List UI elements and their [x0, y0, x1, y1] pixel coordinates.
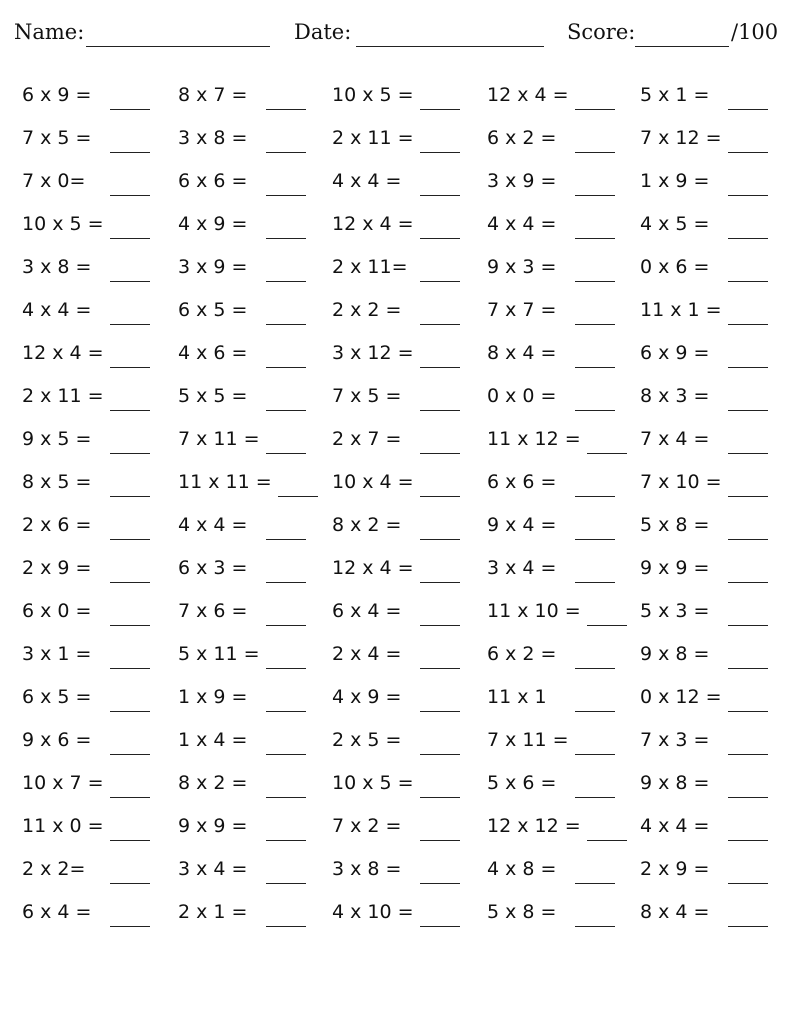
answer-blank[interactable]: [587, 453, 627, 454]
problem-text: 8 x 2 =: [332, 514, 402, 536]
answer-blank[interactable]: [266, 883, 306, 884]
answer-blank[interactable]: [266, 840, 306, 841]
problem-text: 12 x 4 =: [22, 342, 104, 364]
date-field[interactable]: [356, 46, 544, 47]
answer-blank[interactable]: [728, 625, 768, 626]
problem-text: 7 x 2 =: [332, 815, 402, 837]
problem-text: 7 x 0=: [22, 170, 86, 192]
answer-blank[interactable]: [420, 152, 460, 153]
answer-blank[interactable]: [110, 711, 150, 712]
answer-blank[interactable]: [110, 324, 150, 325]
problem-text: 8 x 7 =: [178, 84, 248, 106]
name-field[interactable]: [86, 46, 270, 47]
problem-text: 8 x 3 =: [640, 385, 710, 407]
answer-blank[interactable]: [266, 797, 306, 798]
problem-text: 8 x 4 =: [640, 901, 710, 923]
problem-text: 7 x 4 =: [640, 428, 710, 450]
answer-blank[interactable]: [110, 367, 150, 368]
problem-text: 1 x 4 =: [178, 729, 248, 751]
answer-blank[interactable]: [587, 840, 627, 841]
problem-text: 8 x 2 =: [178, 772, 248, 794]
problem-text: 4 x 9 =: [178, 213, 248, 235]
problem-text: 6 x 2 =: [487, 127, 557, 149]
problem-text: 11 x 11 =: [178, 471, 272, 493]
answer-blank[interactable]: [266, 238, 306, 239]
answer-blank[interactable]: [266, 582, 306, 583]
answer-blank[interactable]: [266, 109, 306, 110]
answer-blank[interactable]: [575, 539, 615, 540]
problem-text: 6 x 6 =: [178, 170, 248, 192]
answer-blank[interactable]: [420, 926, 460, 927]
problem-text: 6 x 2 =: [487, 643, 557, 665]
answer-blank[interactable]: [420, 582, 460, 583]
problem-text: 8 x 4 =: [487, 342, 557, 364]
answer-blank[interactable]: [266, 539, 306, 540]
answer-blank[interactable]: [420, 496, 460, 497]
problem-text: 12 x 4 =: [332, 557, 414, 579]
problem-text: 10 x 5 =: [22, 213, 104, 235]
score-total: /100: [731, 20, 779, 44]
answer-blank[interactable]: [110, 238, 150, 239]
answer-blank[interactable]: [110, 195, 150, 196]
problem-text: 3 x 4 =: [178, 858, 248, 880]
answer-blank[interactable]: [728, 496, 768, 497]
problem-text: 4 x 4 =: [178, 514, 248, 536]
problem-text: 2 x 11 =: [22, 385, 104, 407]
problem-text: 3 x 9 =: [487, 170, 557, 192]
answer-blank[interactable]: [728, 410, 768, 411]
answer-blank[interactable]: [575, 410, 615, 411]
answer-blank[interactable]: [266, 668, 306, 669]
answer-blank[interactable]: [110, 582, 150, 583]
problem-text: 11 x 12 =: [487, 428, 581, 450]
answer-blank[interactable]: [110, 625, 150, 626]
problem-text: 6 x 9 =: [640, 342, 710, 364]
answer-blank[interactable]: [266, 711, 306, 712]
answer-blank[interactable]: [420, 625, 460, 626]
answer-blank[interactable]: [728, 152, 768, 153]
problem-text: 4 x 9 =: [332, 686, 402, 708]
problem-text: 5 x 6 =: [487, 772, 557, 794]
problem-text: 6 x 4 =: [22, 901, 92, 923]
problem-text: 2 x 2=: [22, 858, 86, 880]
answer-blank[interactable]: [728, 668, 768, 669]
answer-blank[interactable]: [110, 109, 150, 110]
problem-text: 7 x 3 =: [640, 729, 710, 751]
answer-blank[interactable]: [728, 711, 768, 712]
problem-text: 5 x 3 =: [640, 600, 710, 622]
problem-text: 4 x 8 =: [487, 858, 557, 880]
problem-text: 11 x 0 =: [22, 815, 104, 837]
answer-blank[interactable]: [420, 410, 460, 411]
problem-text: 12 x 4 =: [487, 84, 569, 106]
problem-text: 6 x 5 =: [22, 686, 92, 708]
problem-text: 10 x 5 =: [332, 772, 414, 794]
answer-blank[interactable]: [575, 711, 615, 712]
problem-text: 11 x 1: [487, 686, 547, 708]
problem-text: 3 x 8 =: [332, 858, 402, 880]
problem-text: 11 x 1 =: [640, 299, 722, 321]
answer-blank[interactable]: [728, 883, 768, 884]
problem-text: 2 x 9 =: [22, 557, 92, 579]
problem-text: 4 x 10 =: [332, 901, 414, 923]
answer-blank[interactable]: [728, 109, 768, 110]
problem-text: 7 x 11 =: [487, 729, 569, 751]
problem-text: 9 x 3 =: [487, 256, 557, 278]
worksheet-header: [0, 18, 794, 54]
answer-blank[interactable]: [728, 539, 768, 540]
answer-blank[interactable]: [587, 625, 627, 626]
answer-blank[interactable]: [420, 539, 460, 540]
answer-blank[interactable]: [575, 281, 615, 282]
answer-blank[interactable]: [575, 754, 615, 755]
problem-text: 12 x 12 =: [487, 815, 581, 837]
problem-text: 6 x 5 =: [178, 299, 248, 321]
problem-text: 5 x 8 =: [640, 514, 710, 536]
problem-text: 3 x 1 =: [22, 643, 92, 665]
answer-blank[interactable]: [728, 926, 768, 927]
problem-text: 9 x 8 =: [640, 772, 710, 794]
problem-text: 9 x 6 =: [22, 729, 92, 751]
answer-blank[interactable]: [266, 625, 306, 626]
answer-blank[interactable]: [420, 109, 460, 110]
answer-blank[interactable]: [728, 840, 768, 841]
problem-text: 6 x 6 =: [487, 471, 557, 493]
answer-blank[interactable]: [420, 840, 460, 841]
problem-text: 2 x 7 =: [332, 428, 402, 450]
answer-blank[interactable]: [575, 324, 615, 325]
score-label: Score:: [567, 20, 636, 44]
problem-text: 4 x 6 =: [178, 342, 248, 364]
answer-blank[interactable]: [266, 754, 306, 755]
answer-blank[interactable]: [110, 883, 150, 884]
problem-text: 9 x 4 =: [487, 514, 557, 536]
answer-blank[interactable]: [110, 926, 150, 927]
problem-text: 10 x 7 =: [22, 772, 104, 794]
answer-blank[interactable]: [278, 496, 318, 497]
problem-text: 6 x 0 =: [22, 600, 92, 622]
answer-blank[interactable]: [266, 367, 306, 368]
problem-text: 9 x 5 =: [22, 428, 92, 450]
answer-blank[interactable]: [420, 281, 460, 282]
problem-text: 7 x 10 =: [640, 471, 722, 493]
date-label: Date:: [294, 20, 352, 44]
problem-text: 7 x 5 =: [332, 385, 402, 407]
answer-blank[interactable]: [728, 797, 768, 798]
problem-text: 2 x 11 =: [332, 127, 414, 149]
problem-text: 4 x 5 =: [640, 213, 710, 235]
answer-blank[interactable]: [110, 539, 150, 540]
answer-blank[interactable]: [110, 281, 150, 282]
problem-text: 3 x 8 =: [22, 256, 92, 278]
answer-blank[interactable]: [575, 668, 615, 669]
answer-blank[interactable]: [728, 281, 768, 282]
problem-text: 4 x 4 =: [22, 299, 92, 321]
problem-text: 2 x 11=: [332, 256, 408, 278]
answer-blank[interactable]: [575, 883, 615, 884]
problem-text: 3 x 12 =: [332, 342, 414, 364]
answer-blank[interactable]: [266, 195, 306, 196]
problem-text: 10 x 5 =: [332, 84, 414, 106]
answer-blank[interactable]: [110, 152, 150, 153]
problem-text: 3 x 4 =: [487, 557, 557, 579]
answer-blank[interactable]: [420, 453, 460, 454]
answer-blank[interactable]: [575, 367, 615, 368]
answer-blank[interactable]: [266, 324, 306, 325]
answer-blank[interactable]: [575, 195, 615, 196]
answer-blank[interactable]: [420, 754, 460, 755]
answer-blank[interactable]: [420, 668, 460, 669]
answer-blank[interactable]: [266, 281, 306, 282]
problem-text: 1 x 9 =: [178, 686, 248, 708]
problem-text: 7 x 12 =: [640, 127, 722, 149]
answer-blank[interactable]: [110, 668, 150, 669]
answer-blank[interactable]: [110, 840, 150, 841]
problem-text: 9 x 9 =: [640, 557, 710, 579]
problem-text: 0 x 6 =: [640, 256, 710, 278]
answer-blank[interactable]: [728, 238, 768, 239]
problem-text: 2 x 6 =: [22, 514, 92, 536]
problem-text: 2 x 9 =: [640, 858, 710, 880]
answer-blank[interactable]: [110, 797, 150, 798]
answer-blank[interactable]: [420, 195, 460, 196]
answer-blank[interactable]: [575, 152, 615, 153]
problem-text: 6 x 9 =: [22, 84, 92, 106]
answer-blank[interactable]: [110, 496, 150, 497]
problem-text: 7 x 5 =: [22, 127, 92, 149]
problem-text: 9 x 9 =: [178, 815, 248, 837]
answer-blank[interactable]: [110, 453, 150, 454]
problem-text: 5 x 8 =: [487, 901, 557, 923]
answer-blank[interactable]: [110, 410, 150, 411]
answer-blank[interactable]: [266, 453, 306, 454]
answer-blank[interactable]: [420, 711, 460, 712]
problem-text: 6 x 4 =: [332, 600, 402, 622]
problem-text: 5 x 1 =: [640, 84, 710, 106]
answer-blank[interactable]: [110, 754, 150, 755]
answer-blank[interactable]: [420, 367, 460, 368]
answer-blank[interactable]: [575, 926, 615, 927]
score-field[interactable]: [635, 46, 729, 47]
problem-text: 3 x 8 =: [178, 127, 248, 149]
problem-text: 12 x 4 =: [332, 213, 414, 235]
problem-text: 7 x 6 =: [178, 600, 248, 622]
answer-blank[interactable]: [420, 324, 460, 325]
answer-blank[interactable]: [575, 109, 615, 110]
problem-text: 4 x 4 =: [332, 170, 402, 192]
answer-blank[interactable]: [420, 238, 460, 239]
answer-blank[interactable]: [575, 797, 615, 798]
problem-text: 4 x 4 =: [640, 815, 710, 837]
problem-text: 1 x 9 =: [640, 170, 710, 192]
problem-text: 2 x 5 =: [332, 729, 402, 751]
problem-text: 7 x 7 =: [487, 299, 557, 321]
problem-text: 0 x 0 =: [487, 385, 557, 407]
problem-text: 2 x 4 =: [332, 643, 402, 665]
answer-blank[interactable]: [728, 453, 768, 454]
problem-text: 5 x 5 =: [178, 385, 248, 407]
problem-text: 6 x 3 =: [178, 557, 248, 579]
answer-blank[interactable]: [575, 238, 615, 239]
answer-blank[interactable]: [420, 797, 460, 798]
problem-text: 10 x 4 =: [332, 471, 414, 493]
problem-text: 5 x 11 =: [178, 643, 260, 665]
answer-blank[interactable]: [575, 582, 615, 583]
problem-text: 11 x 10 =: [487, 600, 581, 622]
problem-text: 8 x 5 =: [22, 471, 92, 493]
name-label: Name:: [14, 20, 85, 44]
problem-text: 0 x 12 =: [640, 686, 722, 708]
problem-text: 3 x 9 =: [178, 256, 248, 278]
answer-blank[interactable]: [575, 496, 615, 497]
answer-blank[interactable]: [266, 926, 306, 927]
answer-blank[interactable]: [728, 582, 768, 583]
problem-text: 2 x 1 =: [178, 901, 248, 923]
problem-text: 4 x 4 =: [487, 213, 557, 235]
answer-blank[interactable]: [728, 324, 768, 325]
problem-text: 9 x 8 =: [640, 643, 710, 665]
answer-blank[interactable]: [728, 367, 768, 368]
answer-blank[interactable]: [728, 195, 768, 196]
answer-blank[interactable]: [420, 883, 460, 884]
answer-blank[interactable]: [266, 152, 306, 153]
answer-blank[interactable]: [266, 410, 306, 411]
problem-text: 7 x 11 =: [178, 428, 260, 450]
answer-blank[interactable]: [728, 754, 768, 755]
problem-text: 2 x 2 =: [332, 299, 402, 321]
